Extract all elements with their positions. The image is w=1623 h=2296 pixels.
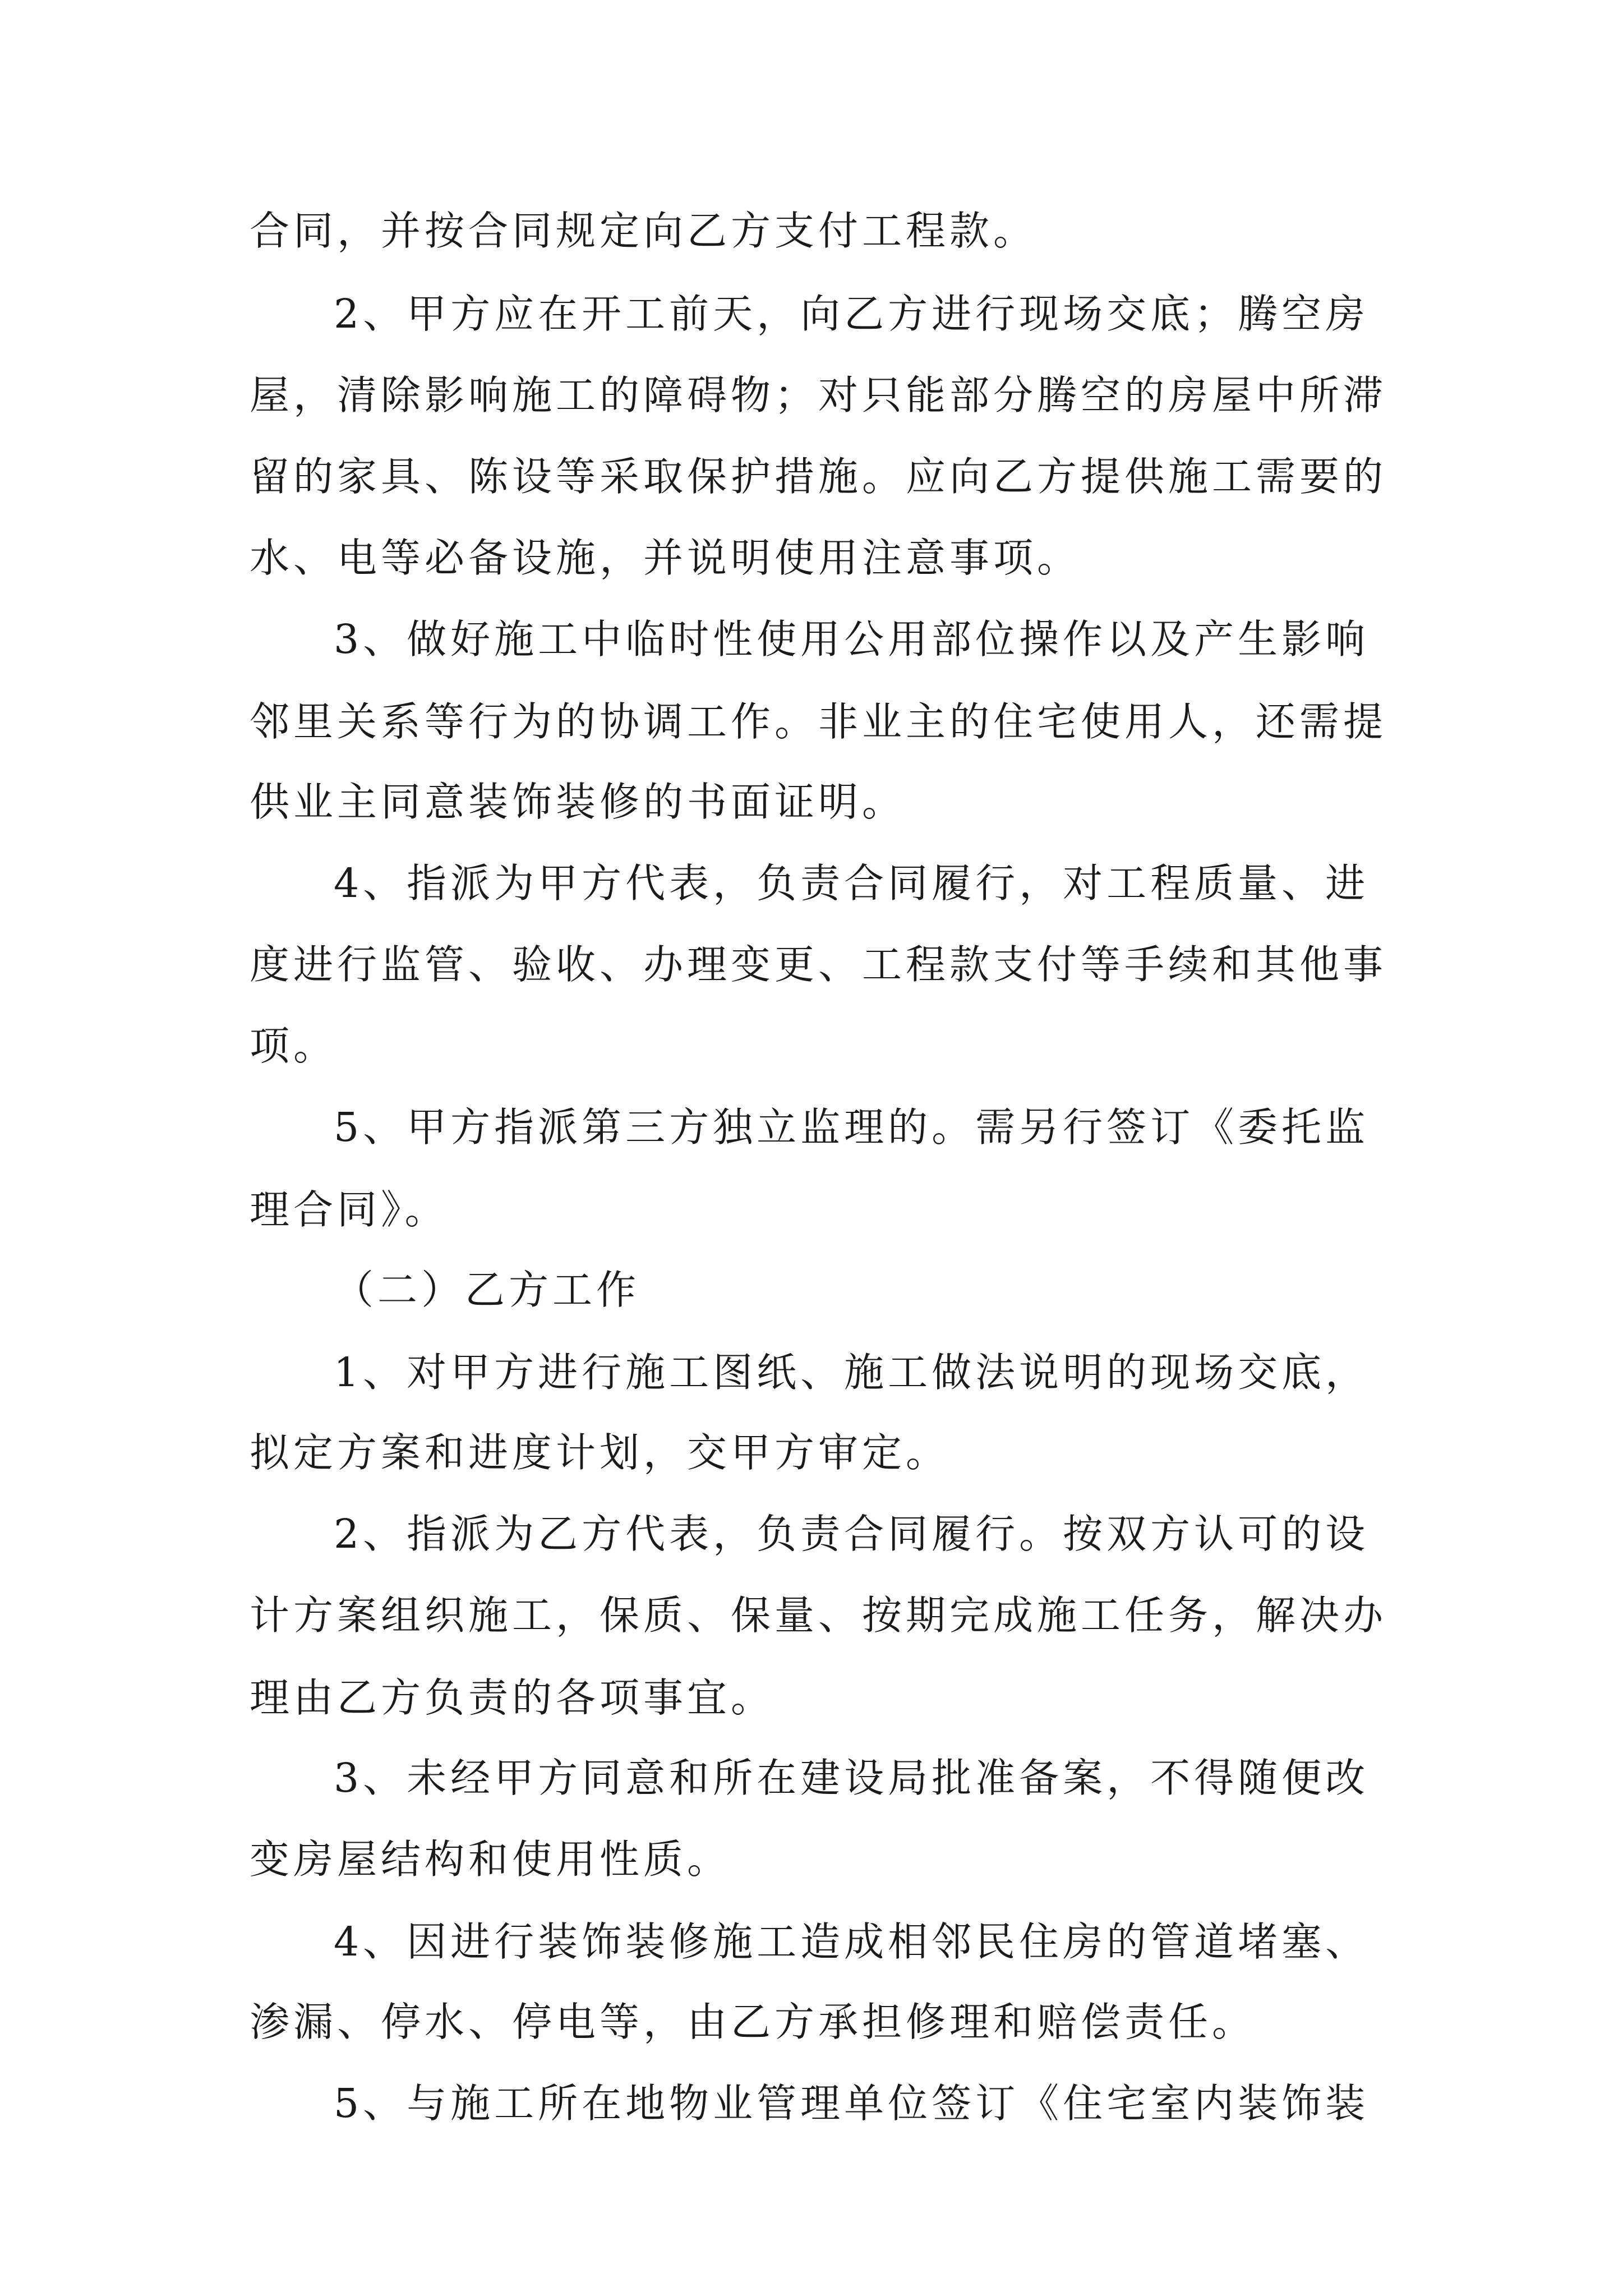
paragraph-line: 邻里关系等行为的协调工作。非业主的住宅使用人，还需提 [250,698,1387,745]
paragraph-line: 合同，并按合同规定向乙方支付工程款。 [250,208,1038,254]
paragraph-line: 4、指派为甲方代表，负责合同履行，对工程质量、进 [334,860,1370,907]
section-heading: （二）乙方工作 [334,1267,640,1313]
paragraph-line: 4、因进行装饰装修施工造成相邻民住房的管道堵塞、 [334,1918,1370,1965]
paragraph-line: 3、未经甲方同意和所在建设局批准备案，不得随便改 [334,1755,1370,1801]
paragraph-line: 5、甲方指派第三方独立监理的。需另行签订《委托监 [334,1104,1370,1151]
paragraph-line: 拟定方案和进度计划，交甲方审定。 [250,1429,950,1476]
paragraph-line: 理由乙方负责的各项事宜。 [250,1674,775,1721]
paragraph-line: 留的家具、陈设等采取保护措施。应向乙方提供施工需要的 [250,453,1387,500]
paragraph-line: 水、电等必备设施，并说明使用注意事项。 [250,535,1081,581]
paragraph-line: 5、与施工所在地物业管理单位签订《住宅室内装饰装 [334,2080,1370,2127]
paragraph-line: 1、对甲方进行施工图纸、施工做法说明的现场交底， [334,1349,1370,1396]
paragraph-line: 2、指派为乙方代表，负责合同履行。按双方认可的设 [334,1511,1370,1557]
paragraph-line: 3、做好施工中临时性使用公用部位操作以及产生影响 [334,616,1370,662]
paragraph-line: 计方案组织施工，保质、保量、按期完成施工任务，解决办 [250,1592,1387,1639]
paragraph-line: 理合同》。 [250,1186,449,1233]
paragraph-line: 度进行监管、验收、办理变更、工程款支付等手续和其他事 [250,941,1387,988]
paragraph-line: 变房屋结构和使用性质。 [250,1836,731,1883]
paragraph-line: 项。 [250,1023,338,1069]
paragraph-line: 渗漏、停水、停电等，由乙方承担修理和赔偿责任。 [250,1999,1256,2045]
paragraph-line: 2、甲方应在开工前天，向乙方进行现场交底；腾空房 [334,291,1370,337]
paragraph-line: 屋，清除影响施工的障碍物；对只能部分腾空的房屋中所滞 [250,372,1387,418]
paragraph-line: 供业主同意装饰装修的书面证明。 [250,779,906,825]
